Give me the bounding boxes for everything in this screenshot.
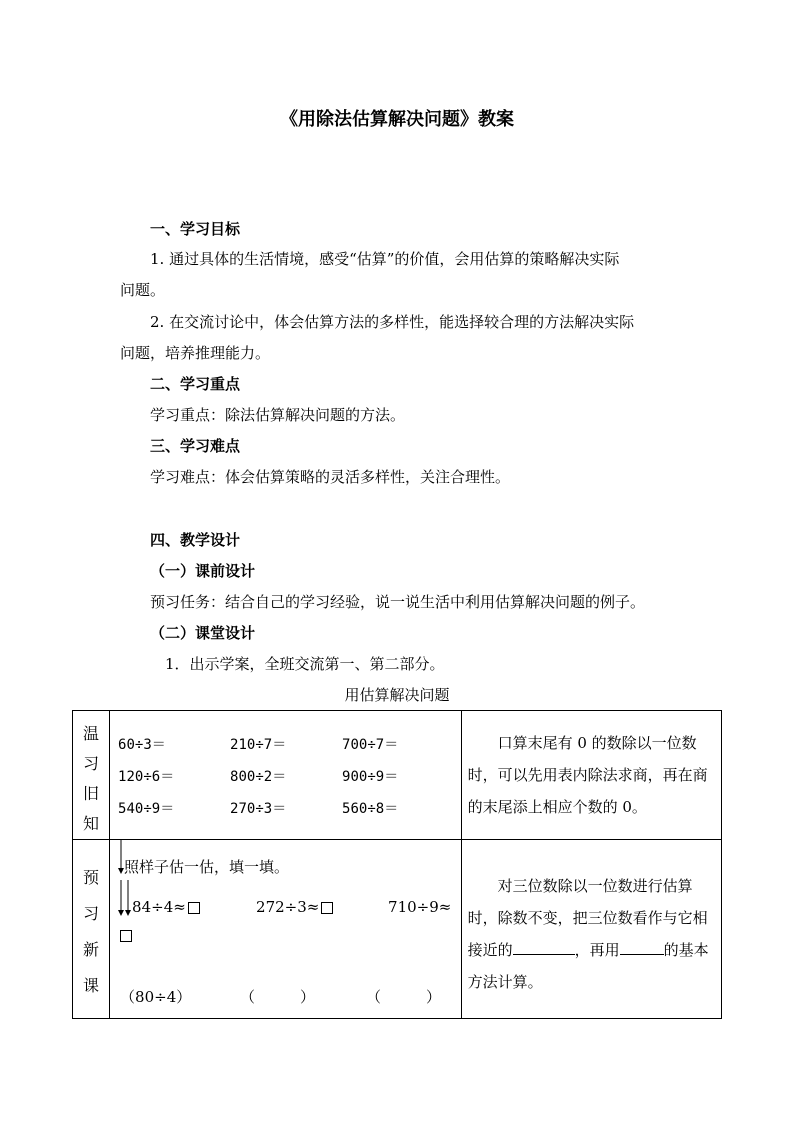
- subheading-pre-class: （一）课前设计: [150, 562, 256, 580]
- table-row-preview: [73, 840, 722, 1019]
- answer-box[interactable]: [188, 902, 200, 914]
- estimate-hint-3: （ ）: [366, 988, 442, 1006]
- estimate-exercise-2: 272÷3≈: [256, 898, 333, 916]
- preview-note-cell: [461, 840, 721, 1019]
- table-row-review: [73, 711, 722, 840]
- exercise: 560÷8＝: [342, 801, 399, 817]
- estimate-hint-1: （80÷4）: [120, 988, 192, 1006]
- row-label-char: 知: [83, 814, 100, 833]
- review-note-cell: [461, 711, 721, 840]
- row-label-char: 新: [83, 940, 100, 959]
- subheading-in-class: （二）课堂设计: [150, 624, 256, 642]
- exercise: 700÷7＝: [342, 737, 399, 753]
- document-title: 《用除法估算解决问题》教案: [280, 109, 514, 130]
- row-label-review: [73, 711, 110, 840]
- estimate-exercise-1: 84÷4≈: [132, 898, 200, 916]
- exercise: 210÷7＝: [230, 737, 287, 753]
- answer-box[interactable]: [120, 930, 132, 942]
- preview-note: 对三位数除以一位数进行估算时，除数不变，把三位数看作与它相接近的 ，再用 的基本方法计算。: [467, 877, 709, 991]
- row-label-char: 课: [83, 976, 100, 995]
- row-label-char: 习: [83, 754, 100, 773]
- estimate-exercise-3: 710÷9≈: [388, 898, 452, 916]
- exercise: 900÷9＝: [342, 769, 399, 785]
- exercise: 270÷3＝: [230, 801, 287, 817]
- review-exercises-cell: [110, 711, 462, 840]
- estimate-hint-2: （ ）: [240, 988, 316, 1006]
- exercise: 800÷2＝: [230, 769, 287, 785]
- preview-exercises-cell: [110, 840, 462, 1019]
- in-class-step-1: 1．出示学案，全班交流第一、第二部分。: [165, 655, 445, 673]
- row-label-char: 旧: [83, 784, 100, 803]
- row-label-char: 温: [83, 724, 100, 743]
- row-label-char: 习: [83, 904, 100, 923]
- section-heading-key-points: 二、学习重点: [150, 375, 241, 393]
- objective-1-line2: 问题。: [120, 281, 166, 299]
- answer-box[interactable]: [321, 902, 333, 914]
- section-heading-teaching-design: 四、教学设计: [150, 531, 241, 549]
- key-points-text: 学习重点：除法估算解决问题的方法。: [150, 406, 406, 424]
- table-caption: 用估算解决问题: [344, 686, 450, 704]
- difficulties-text: 学习难点：体会估算策略的灵活多样性，关注合理性。: [150, 468, 511, 486]
- fill-blank[interactable]: [513, 939, 575, 955]
- section-heading-difficulties: 三、学习难点: [150, 437, 241, 455]
- preview-instruction: 照样子估一估，填一填。: [124, 858, 290, 876]
- fill-blank[interactable]: [620, 939, 664, 955]
- exercise: 120÷6＝: [118, 769, 175, 785]
- section-heading-objectives: 一、学习目标: [150, 220, 241, 238]
- pre-class-task: 预习任务：结合自己的学习经验，说一说生活中利用估算解决问题的例子。: [150, 593, 646, 611]
- row-label-preview: [73, 840, 110, 1019]
- review-note: 口算末尾有 0 的数除以一位数时，可以先用表内除法求商，再在商的末尾添上相应个数的 0。: [467, 734, 708, 816]
- exercise: 60÷3＝: [118, 737, 166, 753]
- answer-box-wrap: [118, 926, 132, 944]
- objective-1-line1: 1. 通过具体的生活情境，感受“估算”的价值，会用估算的策略解决实际: [150, 250, 620, 268]
- row-label-char: 预: [83, 868, 100, 887]
- objective-2-line1: 2. 在交流讨论中，体会估算方法的多样性，能选择较合理的方法解决实际: [150, 313, 635, 331]
- objective-2-line2: 问题，培养推理能力。: [120, 344, 271, 362]
- worksheet-table: [72, 710, 722, 1019]
- exercise: 540÷9＝: [118, 801, 175, 817]
